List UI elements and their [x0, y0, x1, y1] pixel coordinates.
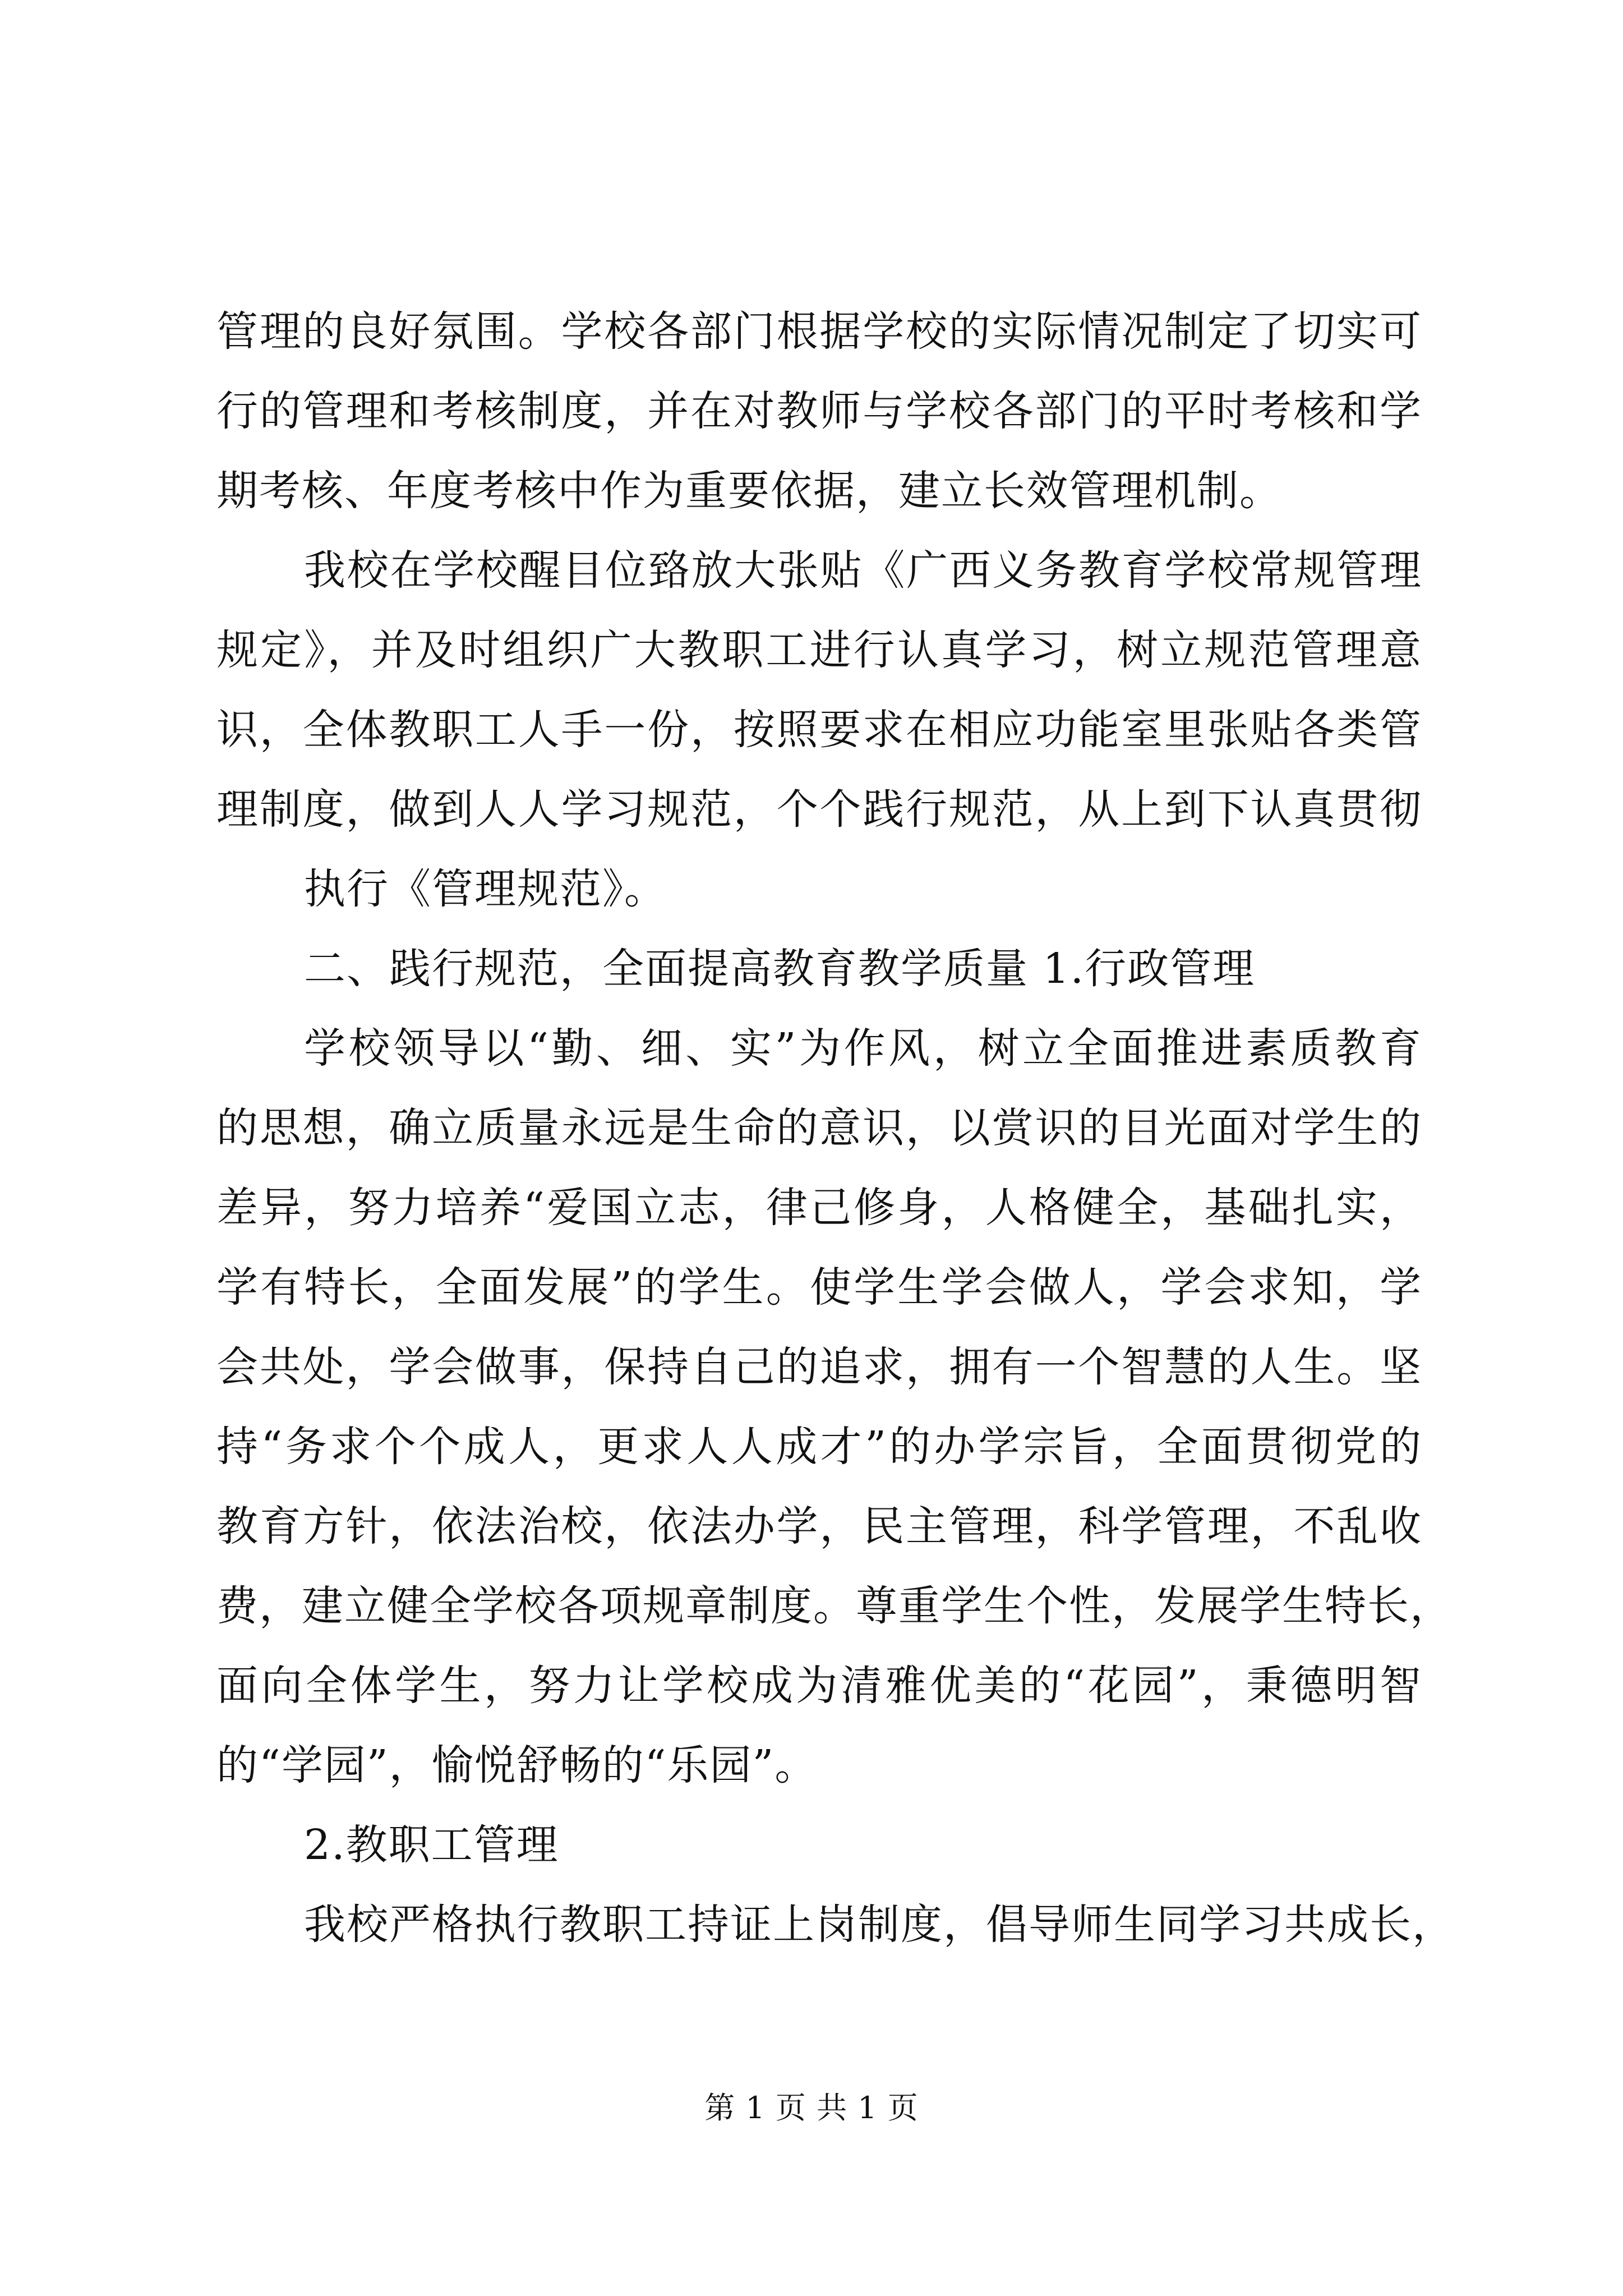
section-heading: 2.教职工管理 [304, 1821, 559, 1869]
page-footer: 第 1 页 共 1 页 [704, 2090, 919, 2125]
paragraph-line: 理制度，做到人人学习规范，个个践行规范，从上到下认真贯彻 [216, 785, 1422, 834]
paragraph-line: 会共处，学会做事，保持自己的追求，拥有一个智慧的人生。坚 [216, 1343, 1422, 1391]
paragraph-line: 学校领导以“勤、细、实”为作风，树立全面推进素质教育 [304, 1024, 1422, 1073]
paragraph-line: 行的管理和考核制度，并在对教师与学校各部门的平时考核和学 [216, 387, 1422, 435]
section-heading: 二、践行规范，全面提高教育教学质量 1.行政管理 [304, 945, 1256, 993]
paragraph-line: 学有特长，全面发展”的学生。使学生学会做人，学会求知，学 [216, 1263, 1422, 1312]
paragraph-line: 的“学园”，愉悦舒畅的“乐园”。 [216, 1741, 818, 1789]
paragraph-line: 持“务求个个成人，更求人人成才”的办学宗旨，全面贯彻党的 [216, 1423, 1422, 1471]
paragraph-line: 的思想，确立质量永远是生命的意识，以赏识的目光面对学生的 [216, 1104, 1422, 1152]
paragraph-line: 费，建立健全学校各项规章制度。尊重学生个性，发展学生特长， [216, 1582, 1453, 1630]
paragraph-line: 执行《管理规范》。 [304, 865, 667, 913]
paragraph-line: 差异，努力培养“爱国立志，律己修身，人格健全，基础扎实， [216, 1184, 1422, 1232]
paragraph-line: 识，全体教职工人手一份，按照要求在相应功能室里张贴各类管 [216, 706, 1422, 754]
paragraph-line: 规定》，并及时组织广大教职工进行认真学习，树立规范管理意 [216, 626, 1422, 674]
paragraph-line: 教育方针，依法治校，依法办学，民主管理，科学管理，不乱收 [216, 1502, 1422, 1550]
paragraph-line: 我校严格执行教职工持证上岗制度，倡导师生同学习共成长， [304, 1901, 1455, 1949]
paragraph-line: 面向全体学生，努力让学校成为清雅优美的“花园”，秉德明智 [216, 1662, 1422, 1710]
paragraph-line: 我校在学校醒目位臵放大张贴《广西义务教育学校常规管理 [304, 546, 1422, 595]
paragraph-line: 管理的良好氛围。学校各部门根据学校的实际情况制定了切实可 [216, 307, 1422, 356]
document-body [216, 292, 1455, 1964]
paragraph-line: 期考核、年度考核中作为重要依据，建立长效管理机制。 [216, 467, 1282, 515]
